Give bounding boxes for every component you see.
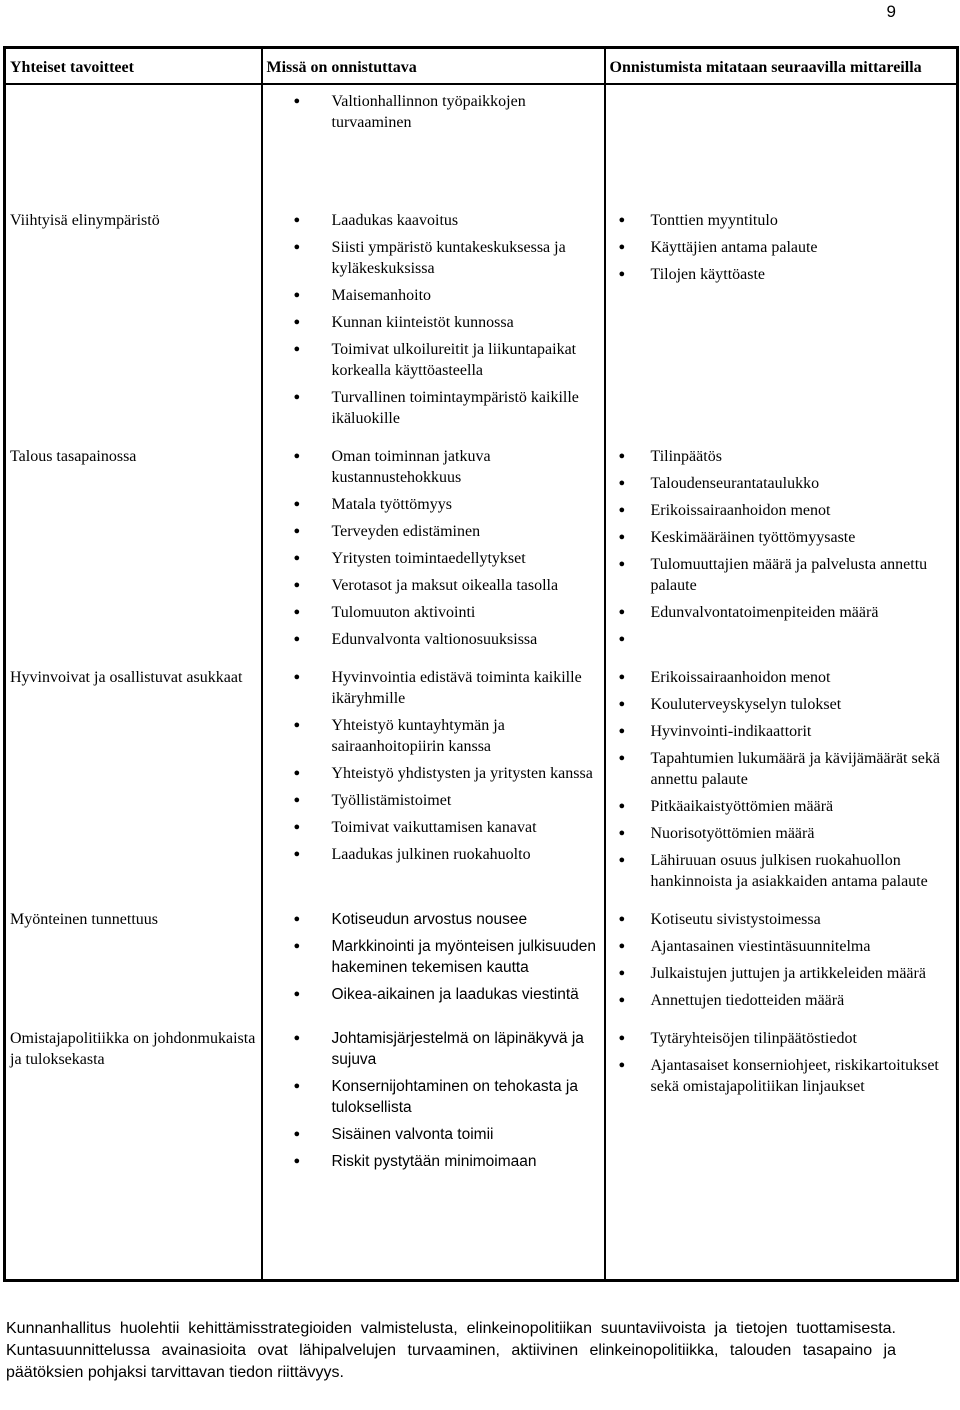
list-item: ● Tytäryhteisöjen tilinpäätöstiedot <box>606 1028 957 1049</box>
list-item <box>606 629 957 650</box>
list-item: ● Tulomuuttajien määrä ja palvelusta annettu palaute <box>606 554 957 596</box>
list-item: ● Oman toiminnan jatkuva kustannustehokkuus <box>263 446 604 488</box>
list-item: ● Kotiseudun arvostus nousee <box>263 909 604 930</box>
footer-paragraph: Kunnanhallitus huolehtii kehittämisstrategioiden valmistelusta, elinkeinopolitiikan suuntaviivoista ja tietojen tuottamisesta. Kuntasuunnittelussa avainasioita ovat lähipalvelujen turvaaminen, aktiivinen elinkeinopolitiikka, talouden tasapaino ja päätöksien pohjaksi tarvittavan tiedon riittävyys. <box>6 1320 896 1381</box>
goal-cell: Omistajapolitiikka on johdonmukaista ja tuloksekasta <box>5 1022 262 1281</box>
list-item: ● Kotiseutu sivistystoimessa <box>606 909 957 930</box>
goal-cell: Hyvinvoivat ja osallistuvat asukkaat <box>5 661 262 903</box>
list-item: ● Keskimääräinen työttömyysaste <box>606 527 957 548</box>
list-item: ● Tonttien myyntitulo <box>606 210 957 231</box>
measures-cell <box>605 440 958 661</box>
header-success: Missä on onnistuttava <box>262 48 605 85</box>
list-item: ● Edunvalvonta valtionosuuksissa <box>263 629 604 650</box>
list-item: ● Maisemanhoito <box>263 285 604 306</box>
list-item: ● Edunvalvontatoimenpiteiden määrä <box>606 602 957 623</box>
table-row <box>5 661 958 903</box>
list-item: ● Tulomuuton aktivointi <box>263 602 604 623</box>
success-cell <box>262 440 605 661</box>
list-item: ● Toimivat ulkoilureitit ja liikuntapaikat korkealla käyttöasteella <box>263 339 604 381</box>
list-item: ● Matala työttömyys <box>263 494 604 515</box>
list-item: ● Hyvinvointi-indikaattorit <box>606 721 957 742</box>
list-item: ● Kouluterveyskyselyn tulokset <box>606 694 957 715</box>
goal-cell <box>5 84 262 204</box>
list-item: ● Siisti ympäristö kuntakeskuksessa ja kyläkeskuksissa <box>263 237 604 279</box>
list-item: ● Verotasot ja maksut oikealla tasolla <box>263 575 604 596</box>
list-item: ● Laadukas julkinen ruokahuolto <box>263 844 604 865</box>
list-item: ● Tilojen käyttöaste <box>606 264 957 285</box>
list-item: ● Johtamisjärjestelmä on läpinäkyvä ja sujuva <box>263 1028 604 1070</box>
success-cell <box>262 903 605 1022</box>
goal-cell: Myönteinen tunnettuus <box>5 903 262 1022</box>
list-item: ● Toimivat vaikuttamisen kanavat <box>263 817 604 838</box>
list-item: ● Sisäinen valvonta toimii <box>263 1124 604 1145</box>
success-cell <box>262 1022 605 1281</box>
list-item: ● Annettujen tiedotteiden määrä <box>606 990 957 1011</box>
list-item: ● Terveyden edistäminen <box>263 521 604 542</box>
list-item: ● Konsernijohtaminen on tehokasta ja tuloksellista <box>263 1076 604 1118</box>
list-item: ● Yhteistyö kuntayhtymän ja sairaanhoitopiirin kanssa <box>263 715 604 757</box>
table-row <box>5 903 958 1022</box>
list-item: ● Erikoissairaanhoidon menot <box>606 667 957 688</box>
list-item: ● Käyttäjien antama palaute <box>606 237 957 258</box>
list-item: ● Julkaistujen juttujen ja artikkeleiden määrä <box>606 963 957 984</box>
header-goals: Yhteiset tavoitteet <box>5 48 262 85</box>
list-item: ● Taloudenseurantataulukko <box>606 473 957 494</box>
goal-cell: Viihtyisä elinympäristö <box>5 204 262 440</box>
measures-cell <box>605 661 958 903</box>
goals-table <box>3 46 959 1282</box>
table-header-row <box>5 48 958 85</box>
footer-text <box>6 1318 896 1384</box>
table-row <box>5 1022 958 1281</box>
list-item: ● Tilinpäätös <box>606 446 957 467</box>
list-item: ● Ajantasaiset konserniohjeet, riskikartoitukset sekä omistajapolitiikan linjaukset <box>606 1055 957 1097</box>
success-cell <box>262 661 605 903</box>
success-cell <box>262 204 605 440</box>
measures-list <box>606 1028 957 1097</box>
measures-list <box>606 210 957 285</box>
measures-cell <box>605 1022 958 1281</box>
measures-list <box>606 446 957 650</box>
list-item: ● Oikea-aikainen ja laadukas viestintä <box>263 984 604 1005</box>
list-item: ● Erikoissairaanhoidon menot <box>606 500 957 521</box>
list-item: ● Nuorisotyöttömien määrä <box>606 823 957 844</box>
success-list <box>263 1028 604 1172</box>
list-item: ● Turvallinen toimintaympäristö kaikille ikäluokille <box>263 387 604 429</box>
success-list <box>263 909 604 1005</box>
list-item: ● Laadukas kaavoitus <box>263 210 604 231</box>
list-item: ● Kunnan kiinteistöt kunnossa <box>263 312 604 333</box>
list-item: ● Ajantasainen viestintäsuunnitelma <box>606 936 957 957</box>
list-item: ● Markkinointi ja myönteisen julkisuuden hakeminen tekemisen kautta <box>263 936 604 978</box>
list-item: ● Yhteistyö yhdistysten ja yritysten kanssa <box>263 763 604 784</box>
goal-cell: Talous tasapainossa <box>5 440 262 661</box>
table-row <box>5 204 958 440</box>
measures-cell <box>605 903 958 1022</box>
measures-cell <box>605 84 958 204</box>
success-cell <box>262 84 605 204</box>
table-row <box>5 84 958 204</box>
success-list <box>263 446 604 650</box>
table-row <box>5 440 958 661</box>
header-measures: Onnistumista mitataan seuraavilla mittareilla <box>605 48 958 85</box>
success-list <box>263 210 604 429</box>
success-list <box>263 91 604 133</box>
list-item: ● Pitkäaikaistyöttömien määrä <box>606 796 957 817</box>
list-item: ● Tapahtumien lukumäärä ja kävijämäärät sekä annettu palaute <box>606 748 957 790</box>
success-list <box>263 667 604 865</box>
measures-list <box>606 909 957 1011</box>
measures-cell <box>605 204 958 440</box>
list-item: ● Valtionhallinnon työpaikkojen turvaaminen <box>263 91 604 133</box>
list-item: ● Yritysten toimintaedellytykset <box>263 548 604 569</box>
list-item: ● Hyvinvointia edistävä toiminta kaikille ikäryhmille <box>263 667 604 709</box>
list-item: ● Lähiruuan osuus julkisen ruokahuollon hankinnoista ja asiakkaiden antama palaute <box>606 850 957 892</box>
page-number: 9 <box>886 2 896 21</box>
list-item: ● Työllistämistoimet <box>263 790 604 811</box>
list-item: ● Riskit pystytään minimoimaan <box>263 1151 604 1172</box>
measures-list <box>606 667 957 892</box>
